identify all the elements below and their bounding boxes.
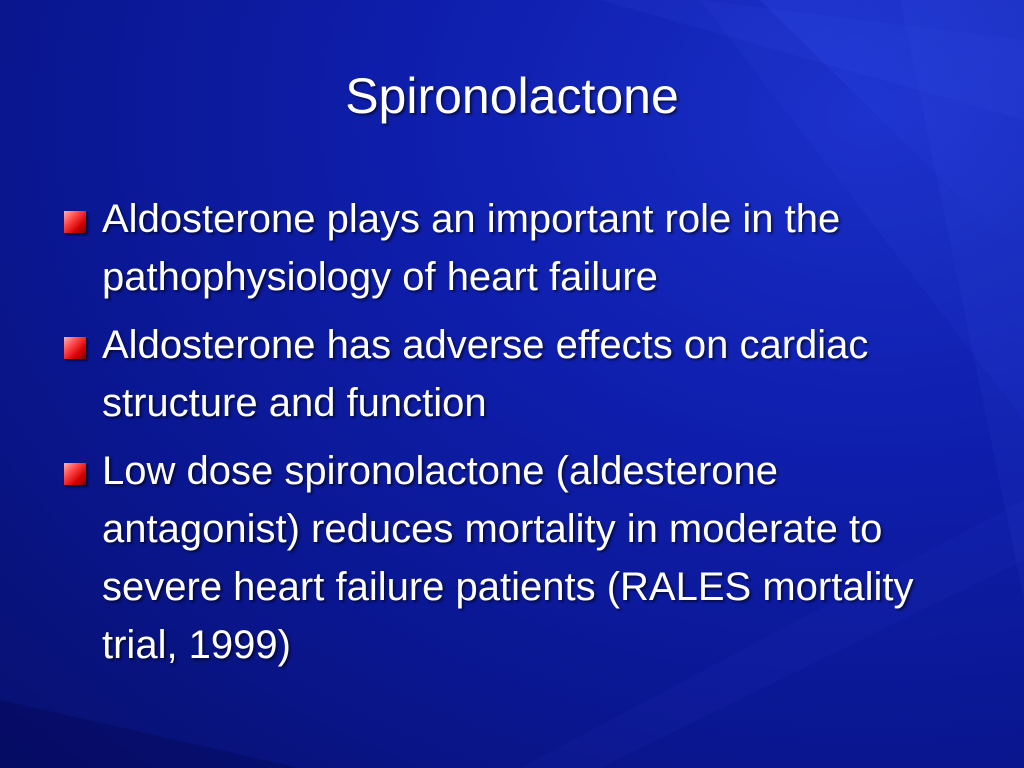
slide-title: Spironolactone [345, 68, 679, 124]
bullet-item [60, 316, 960, 432]
square-bullet-icon [64, 211, 86, 233]
bullet-list [60, 190, 960, 684]
bullet-text: Aldosterone has adverse effects on cardiac structure and function [102, 323, 869, 425]
square-bullet-icon [64, 337, 86, 359]
square-bullet-icon [64, 463, 86, 485]
bullet-item [60, 190, 960, 306]
bullet-item [60, 442, 960, 674]
bullet-text: Low dose spironolactone (aldesterone antagonist) reduces mortality in moderate to severe heart failure patients (RALES mortality trial, 1999) [102, 449, 914, 667]
bullet-text: Aldosterone plays an important role in the pathophysiology of heart failure [102, 197, 841, 299]
